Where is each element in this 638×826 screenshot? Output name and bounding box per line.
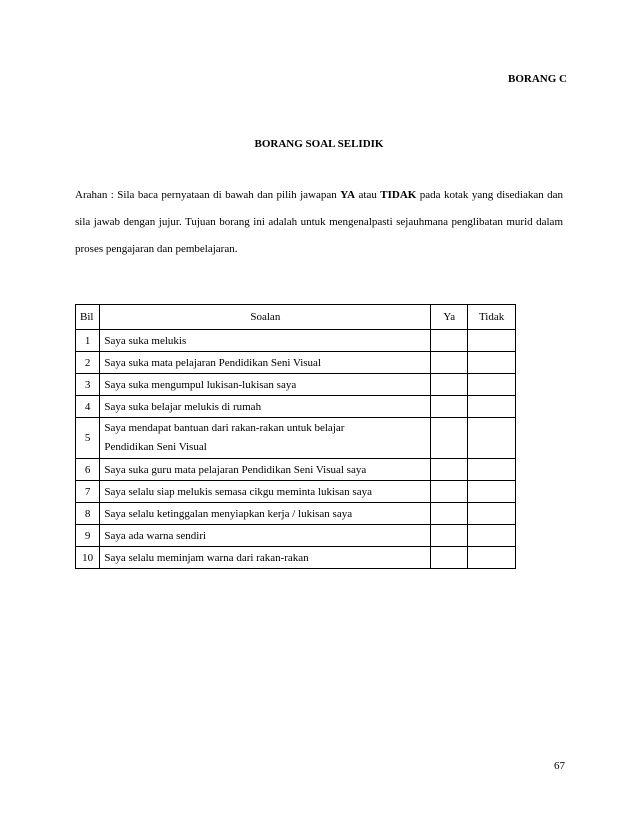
question-text: Saya selalu siap melukis semasa cikgu meminta lukisan saya	[100, 481, 431, 503]
row-number: 10	[76, 547, 100, 569]
question-text: Saya suka mengumpul lukisan-lukisan saya	[100, 374, 431, 396]
form-label: BORANG C	[508, 73, 567, 85]
tidak-checkbox-cell[interactable]	[468, 459, 516, 481]
ya-checkbox-cell[interactable]	[431, 352, 468, 374]
header-bil: Bil	[76, 305, 100, 330]
ya-checkbox-cell[interactable]	[431, 481, 468, 503]
instruction-paragraph	[75, 182, 563, 263]
tidak-checkbox-cell[interactable]	[468, 396, 516, 418]
table-row	[76, 525, 516, 547]
row-number: 9	[76, 525, 100, 547]
question-text-line1: Saya mendapat bantuan dari rakan-rakan untuk belajar	[104, 422, 345, 434]
instruction-rest: pada kotak yang disediakan dan sila jawab dengan jujur. Tujuan borang ini adalah untuk mengenalpasti sejauhmana penglibatan murid dalam proses pengajaran dan pembelajaran.	[75, 189, 564, 255]
ya-checkbox-cell[interactable]	[431, 374, 468, 396]
ya-checkbox-cell[interactable]	[431, 330, 468, 352]
table-row	[76, 352, 516, 374]
instruction-atau: atau	[358, 189, 377, 201]
table-row	[76, 503, 516, 525]
table-header-row	[76, 305, 516, 330]
table-row	[76, 459, 516, 481]
ya-checkbox-cell[interactable]	[431, 459, 468, 481]
row-number: 7	[76, 481, 100, 503]
ya-checkbox-cell[interactable]	[431, 396, 468, 418]
row-number: 8	[76, 503, 100, 525]
instruction-tidak: TIDAK	[380, 189, 417, 201]
question-text: Saya suka mata pelajaran Pendidikan Seni Visual	[100, 352, 431, 374]
tidak-checkbox-cell[interactable]	[468, 547, 516, 569]
question-text: Saya ada warna sendiri	[100, 525, 431, 547]
tidak-checkbox-cell[interactable]	[468, 525, 516, 547]
tidak-checkbox-cell[interactable]	[468, 503, 516, 525]
page-number: 67	[554, 760, 565, 772]
table-row	[76, 547, 516, 569]
row-number: 5	[76, 418, 100, 459]
ya-checkbox-cell[interactable]	[431, 525, 468, 547]
table-row	[76, 418, 516, 459]
row-number: 6	[76, 459, 100, 481]
question-text: Saya suka guru mata pelajaran Pendidikan Seni Visual saya	[100, 459, 431, 481]
instruction-lead: Arahan : Sila baca pernyataan di bawah dan pilih jawapan	[75, 189, 337, 201]
document-title: BORANG SOAL SELIDIK	[254, 138, 384, 150]
question-text: Saya suka belajar melukis di rumah	[100, 396, 431, 418]
tidak-checkbox-cell[interactable]	[468, 481, 516, 503]
ya-checkbox-cell[interactable]	[431, 418, 468, 459]
header-soalan: Soalan	[100, 305, 431, 330]
question-text: Saya selalu ketinggalan menyiapkan kerja / lukisan saya	[100, 503, 431, 525]
instruction-ya: YA	[340, 189, 356, 201]
row-number: 2	[76, 352, 100, 374]
tidak-checkbox-cell[interactable]	[468, 418, 516, 459]
question-text: Saya selalu meminjam warna dari rakan-rakan	[100, 547, 431, 569]
tidak-checkbox-cell[interactable]	[468, 330, 516, 352]
row-number: 3	[76, 374, 100, 396]
table-row	[76, 481, 516, 503]
tidak-checkbox-cell[interactable]	[468, 352, 516, 374]
header-ya: Ya	[431, 305, 468, 330]
question-text-line2: Pendidikan Seni Visual	[104, 441, 207, 453]
question-text	[100, 418, 431, 459]
tidak-checkbox-cell[interactable]	[468, 374, 516, 396]
table-row	[76, 374, 516, 396]
ya-checkbox-cell[interactable]	[431, 503, 468, 525]
row-number: 4	[76, 396, 100, 418]
table-row	[76, 330, 516, 352]
survey-table	[75, 304, 516, 569]
table-row	[76, 396, 516, 418]
ya-checkbox-cell[interactable]	[431, 547, 468, 569]
row-number: 1	[76, 330, 100, 352]
question-text: Saya suka melukis	[100, 330, 431, 352]
header-tidak: Tidak	[468, 305, 516, 330]
